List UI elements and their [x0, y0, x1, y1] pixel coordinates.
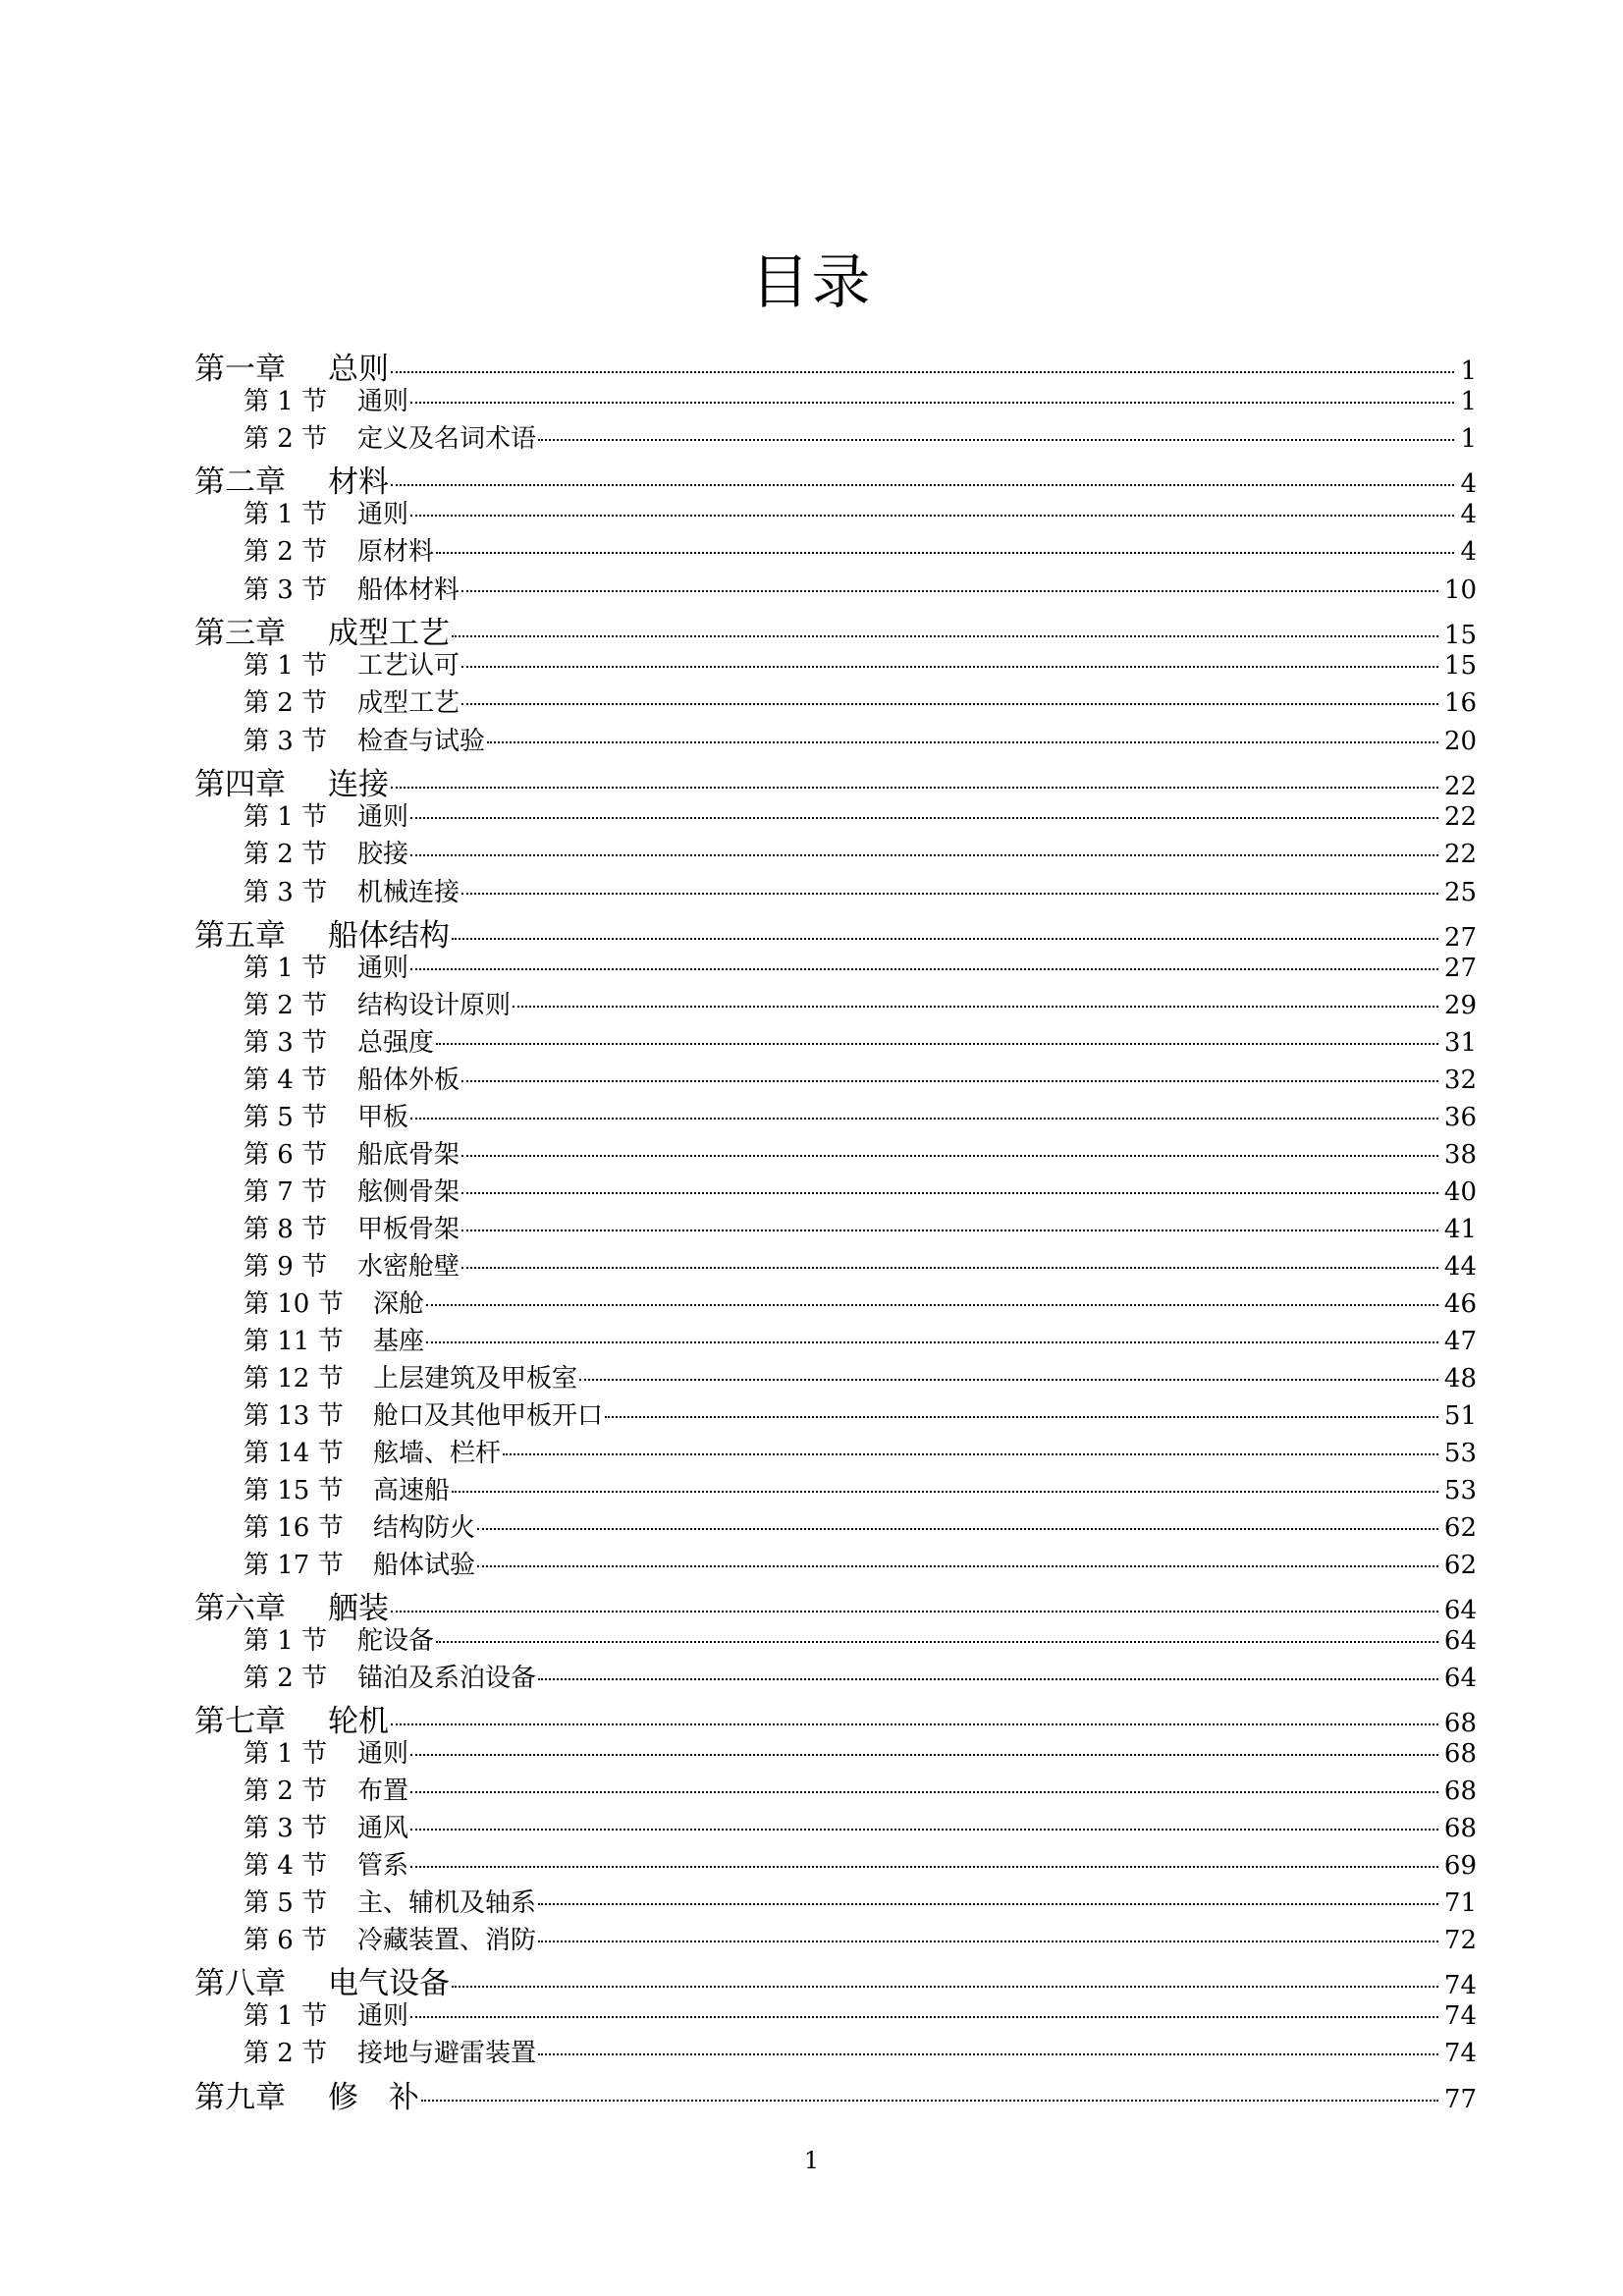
chapter-title: 总则 — [328, 352, 389, 387]
toc-section-entry — [243, 1658, 1477, 1693]
dot-leader — [391, 787, 1438, 789]
dot-leader — [426, 1341, 1438, 1343]
page-number-ref: 15 — [1443, 651, 1477, 681]
page-number-ref: 4 — [1460, 500, 1477, 529]
page-number-ref: 4 — [1460, 537, 1477, 567]
section-number: 第 2 节 — [243, 424, 328, 454]
toc-chapter-entry — [194, 2072, 1477, 2115]
page-number-ref: 25 — [1443, 878, 1477, 907]
toc-section-entry — [243, 721, 1477, 756]
chapter-number: 第三章 — [194, 616, 286, 651]
toc-chapter-entry — [194, 457, 1477, 500]
page-number-ref: 38 — [1443, 1140, 1477, 1170]
chapter-title: 轮机 — [328, 1704, 389, 1739]
section-title: 胶接 — [357, 840, 409, 869]
section-title: 结构防火 — [373, 1513, 476, 1543]
toc-section-entry — [243, 1433, 1477, 1468]
page-number-ref: 22 — [1443, 840, 1477, 869]
dot-leader — [513, 1006, 1438, 1008]
toc-section-entry — [243, 1134, 1477, 1170]
section-number: 第 2 节 — [243, 2039, 328, 2068]
chapter-title: 修 补 — [328, 2080, 419, 2115]
section-number: 第 1 节 — [243, 1626, 328, 1656]
dot-leader — [452, 1986, 1438, 1988]
section-title: 通则 — [357, 500, 409, 529]
dot-leader — [410, 817, 1438, 819]
page-number-ref: 29 — [1443, 991, 1477, 1020]
chapter-number: 第五章 — [194, 918, 286, 954]
toc-section-entry — [243, 834, 1477, 869]
section-title: 结构设计原则 — [357, 991, 512, 1020]
dot-leader — [461, 1192, 1438, 1194]
page-number-ref: 15 — [1443, 621, 1477, 650]
dot-leader — [410, 1791, 1438, 1793]
page-number-ref: 74 — [1443, 1971, 1477, 2000]
page-number-ref: 64 — [1443, 1626, 1477, 1656]
dot-leader — [461, 703, 1438, 705]
dot-leader — [461, 1155, 1438, 1157]
section-number: 第 12 节 — [243, 1364, 344, 1394]
chapter-number: 第七章 — [194, 1704, 286, 1739]
section-number: 第 4 节 — [243, 1851, 328, 1881]
toc-section-entry — [243, 1845, 1477, 1881]
section-number: 第 1 节 — [243, 802, 328, 832]
page-number-ref: 47 — [1443, 1327, 1477, 1356]
dot-leader — [605, 1416, 1438, 1418]
toc-chapter-entry — [194, 1958, 1477, 2001]
dot-leader — [452, 938, 1438, 940]
page-number-ref: 71 — [1443, 1888, 1477, 1918]
toc-section-entry — [243, 1470, 1477, 1505]
page-number-ref: 40 — [1443, 1177, 1477, 1207]
section-number: 第 14 节 — [243, 1439, 344, 1468]
page-number-ref: 53 — [1443, 1439, 1477, 1468]
section-title: 冷藏装置、消防 — [357, 1926, 537, 1955]
toc-section-entry — [243, 683, 1477, 718]
section-title: 甲板 — [357, 1103, 409, 1132]
section-number: 第 4 节 — [243, 1066, 328, 1095]
section-number: 第 1 节 — [243, 1739, 328, 1769]
toc-section-entry — [243, 1246, 1477, 1282]
dot-leader — [391, 371, 1454, 373]
section-number: 第 2 节 — [243, 537, 328, 567]
page-number-ref: 32 — [1443, 1066, 1477, 1095]
section-title: 船体试验 — [373, 1551, 476, 1580]
page-number-ref: 27 — [1443, 954, 1477, 983]
toc-section-entry — [243, 1883, 1477, 1918]
dot-leader — [410, 1754, 1438, 1756]
page-number-ref: 77 — [1443, 2085, 1477, 2114]
section-title: 工艺认可 — [357, 651, 460, 681]
dot-leader — [461, 1267, 1438, 1269]
dot-leader — [487, 741, 1438, 743]
page-number-ref: 44 — [1443, 1252, 1477, 1282]
page-number-ref: 22 — [1443, 772, 1477, 801]
section-number: 第 15 节 — [243, 1476, 344, 1505]
page-number-ref: 1 — [1460, 356, 1477, 386]
dot-leader — [461, 1080, 1438, 1082]
section-title: 锚泊及系泊设备 — [357, 1664, 537, 1693]
toc-title: 目录 — [750, 248, 873, 317]
dot-leader — [410, 854, 1438, 856]
section-number: 第 3 节 — [243, 727, 328, 756]
page-number-ref: 20 — [1443, 727, 1477, 756]
page-number-ref: 22 — [1443, 802, 1477, 832]
dot-leader — [579, 1379, 1438, 1381]
toc-section-entry — [243, 1995, 1477, 2031]
section-title: 上层建筑及甲板室 — [373, 1364, 578, 1394]
page-number-ref: 68 — [1443, 1739, 1477, 1769]
section-number: 第 2 节 — [243, 688, 328, 718]
section-number: 第 8 节 — [243, 1215, 328, 1244]
toc-section-entry — [243, 1209, 1477, 1244]
dot-leader — [436, 1641, 1438, 1643]
dot-leader — [410, 515, 1454, 517]
chapter-title: 成型工艺 — [328, 616, 450, 651]
section-number: 第 3 节 — [243, 878, 328, 907]
section-title: 舷墙、栏杆 — [373, 1439, 502, 1468]
section-title: 舷侧骨架 — [357, 1177, 460, 1207]
dot-leader — [436, 552, 1454, 554]
section-title: 基座 — [373, 1327, 425, 1356]
chapter-title: 连接 — [328, 767, 389, 802]
toc-section-entry — [243, 2033, 1477, 2068]
page-number-ref: 62 — [1443, 1551, 1477, 1580]
page-number-ref: 62 — [1443, 1513, 1477, 1543]
page-number-ref: 10 — [1443, 575, 1477, 605]
page-number-ref: 41 — [1443, 1215, 1477, 1244]
section-number: 第 7 节 — [243, 1177, 328, 1207]
section-number: 第 9 节 — [243, 1252, 328, 1282]
section-title: 船体材料 — [357, 575, 460, 605]
section-number: 第 6 节 — [243, 1140, 328, 1170]
section-title: 通则 — [357, 2001, 409, 2031]
dot-leader — [538, 1903, 1438, 1905]
dot-leader — [461, 893, 1438, 895]
section-title: 通则 — [357, 802, 409, 832]
page-number-ref: 68 — [1443, 1777, 1477, 1806]
toc-chapter-entry — [194, 1696, 1477, 1739]
section-number: 第 2 节 — [243, 991, 328, 1020]
section-number: 第 1 节 — [243, 651, 328, 681]
dot-leader — [538, 2053, 1438, 2055]
page-number-ref: 69 — [1443, 1851, 1477, 1881]
page-number-ref: 74 — [1443, 2001, 1477, 2031]
section-number: 第 1 节 — [243, 387, 328, 416]
section-number: 第 2 节 — [243, 1777, 328, 1806]
page-number-ref: 1 — [1460, 387, 1477, 416]
section-number: 第 11 节 — [243, 1327, 344, 1356]
page-number-ref: 16 — [1443, 688, 1477, 718]
section-title: 机械连接 — [357, 878, 460, 907]
dot-leader — [421, 2100, 1438, 2102]
dot-leader — [410, 1118, 1438, 1120]
chapter-title: 船体结构 — [328, 918, 450, 954]
section-number: 第 6 节 — [243, 1926, 328, 1955]
section-number: 第 3 节 — [243, 1028, 328, 1058]
dot-leader — [538, 439, 1454, 441]
page-number-ref: 1 — [1460, 424, 1477, 454]
chapter-title: 材料 — [328, 465, 389, 500]
page-number-ref: 68 — [1443, 1814, 1477, 1843]
toc-section-entry — [243, 1284, 1477, 1319]
section-title: 原材料 — [357, 537, 435, 567]
toc-section-entry — [243, 948, 1477, 983]
chapter-number: 第八章 — [194, 1966, 286, 2001]
toc-section-entry — [243, 1022, 1477, 1058]
section-title: 通则 — [357, 954, 409, 983]
section-title: 高速船 — [373, 1476, 451, 1505]
toc-chapter-entry — [194, 608, 1477, 651]
section-title: 总强度 — [357, 1028, 435, 1058]
page-number-ref: 27 — [1443, 923, 1477, 953]
section-number: 第 1 节 — [243, 500, 328, 529]
page-number-ref: 36 — [1443, 1103, 1477, 1132]
chapter-number: 第四章 — [194, 767, 286, 802]
dot-leader — [477, 1528, 1438, 1530]
section-title: 甲板骨架 — [357, 1215, 460, 1244]
dot-leader — [410, 968, 1438, 970]
toc-section-entry — [243, 1097, 1477, 1132]
section-number: 第 1 节 — [243, 2001, 328, 2031]
toc-section-entry — [243, 1620, 1477, 1656]
toc-section-entry — [243, 872, 1477, 907]
dot-leader — [410, 1829, 1438, 1831]
section-title: 通则 — [357, 387, 409, 416]
toc-section-entry — [243, 1172, 1477, 1207]
section-number: 第 5 节 — [243, 1103, 328, 1132]
toc-section-entry — [243, 1545, 1477, 1580]
section-number: 第 16 节 — [243, 1513, 344, 1543]
page-number-ref: 53 — [1443, 1476, 1477, 1505]
toc-section-entry — [243, 1358, 1477, 1394]
section-title: 成型工艺 — [357, 688, 460, 718]
toc-section-entry — [243, 796, 1477, 832]
page-number-ref: 31 — [1443, 1028, 1477, 1058]
section-title: 布置 — [357, 1777, 409, 1806]
section-number: 第 10 节 — [243, 1289, 344, 1319]
section-title: 通则 — [357, 1739, 409, 1769]
section-number: 第 3 节 — [243, 1814, 328, 1843]
page-number-ref: 64 — [1443, 1596, 1477, 1625]
dot-leader — [436, 1043, 1438, 1045]
page-number-ref: 72 — [1443, 1926, 1477, 1955]
toc-section-entry — [243, 1733, 1477, 1769]
section-number: 第 1 节 — [243, 954, 328, 983]
dot-leader — [391, 484, 1454, 486]
dot-leader — [410, 402, 1454, 404]
dot-leader — [503, 1453, 1438, 1455]
section-title: 检查与试验 — [357, 727, 486, 756]
dot-leader — [391, 1611, 1438, 1613]
section-title: 深舱 — [373, 1289, 425, 1319]
dot-leader — [452, 1491, 1438, 1493]
section-title: 舵设备 — [357, 1626, 435, 1656]
toc-section-entry — [243, 1507, 1477, 1543]
toc-section-entry — [243, 418, 1477, 454]
toc-section-entry — [243, 1395, 1477, 1431]
toc-chapter-entry — [194, 1583, 1477, 1626]
toc-chapter-entry — [194, 759, 1477, 802]
toc-section-entry — [243, 570, 1477, 605]
page-number-ref: 74 — [1443, 2039, 1477, 2068]
section-number: 第 2 节 — [243, 1664, 328, 1693]
toc-section-entry — [243, 531, 1477, 567]
section-number: 第 13 节 — [243, 1401, 344, 1431]
page-number-ref: 4 — [1460, 469, 1477, 499]
toc-section-entry — [243, 1321, 1477, 1356]
dot-leader — [461, 666, 1438, 668]
chapter-number: 第二章 — [194, 465, 286, 500]
chapter-title: 电气设备 — [328, 1966, 450, 2001]
page-number-ref: 51 — [1443, 1401, 1477, 1431]
chapter-title: 舾装 — [328, 1591, 389, 1626]
section-title: 接地与避雷装置 — [357, 2039, 537, 2068]
chapter-number: 第一章 — [194, 352, 286, 387]
page-number-ref: 64 — [1443, 1664, 1477, 1693]
section-number: 第 2 节 — [243, 840, 328, 869]
section-number: 第 5 节 — [243, 1888, 328, 1918]
toc-chapter-entry — [194, 910, 1477, 954]
dot-leader — [477, 1565, 1438, 1567]
chapter-number: 第六章 — [194, 1591, 286, 1626]
dot-leader — [461, 590, 1438, 592]
page-number: 1 — [803, 2147, 820, 2174]
toc-section-entry — [243, 645, 1477, 681]
toc-section-entry — [243, 1920, 1477, 1955]
section-title: 船体外板 — [357, 1066, 460, 1095]
dot-leader — [538, 1941, 1438, 1942]
toc-section-entry — [243, 985, 1477, 1020]
toc-section-entry — [243, 494, 1477, 529]
dot-leader — [410, 2016, 1438, 2018]
section-title: 舱口及其他甲板开口 — [373, 1401, 604, 1431]
page-number-ref: 68 — [1443, 1709, 1477, 1738]
section-title: 水密舱壁 — [357, 1252, 460, 1282]
dot-leader — [452, 635, 1438, 637]
section-title: 船底骨架 — [357, 1140, 460, 1170]
dot-leader — [426, 1304, 1438, 1306]
section-title: 主、辅机及轴系 — [357, 1888, 537, 1918]
chapter-number: 第九章 — [194, 2080, 286, 2115]
dot-leader — [391, 1723, 1438, 1725]
dot-leader — [538, 1678, 1438, 1680]
section-number: 第 17 节 — [243, 1551, 344, 1580]
section-title: 管系 — [357, 1851, 409, 1881]
toc-section-entry — [243, 381, 1477, 416]
page-number-ref: 46 — [1443, 1289, 1477, 1319]
toc-section-entry — [243, 1771, 1477, 1806]
toc-section-entry — [243, 1808, 1477, 1843]
section-title: 定义及名词术语 — [357, 424, 537, 454]
section-title: 通风 — [357, 1814, 409, 1843]
section-number: 第 3 节 — [243, 575, 328, 605]
toc-chapter-entry — [194, 344, 1477, 387]
dot-leader — [410, 1866, 1438, 1868]
toc-section-entry — [243, 1060, 1477, 1095]
dot-leader — [461, 1230, 1438, 1231]
page-number-ref: 48 — [1443, 1364, 1477, 1394]
